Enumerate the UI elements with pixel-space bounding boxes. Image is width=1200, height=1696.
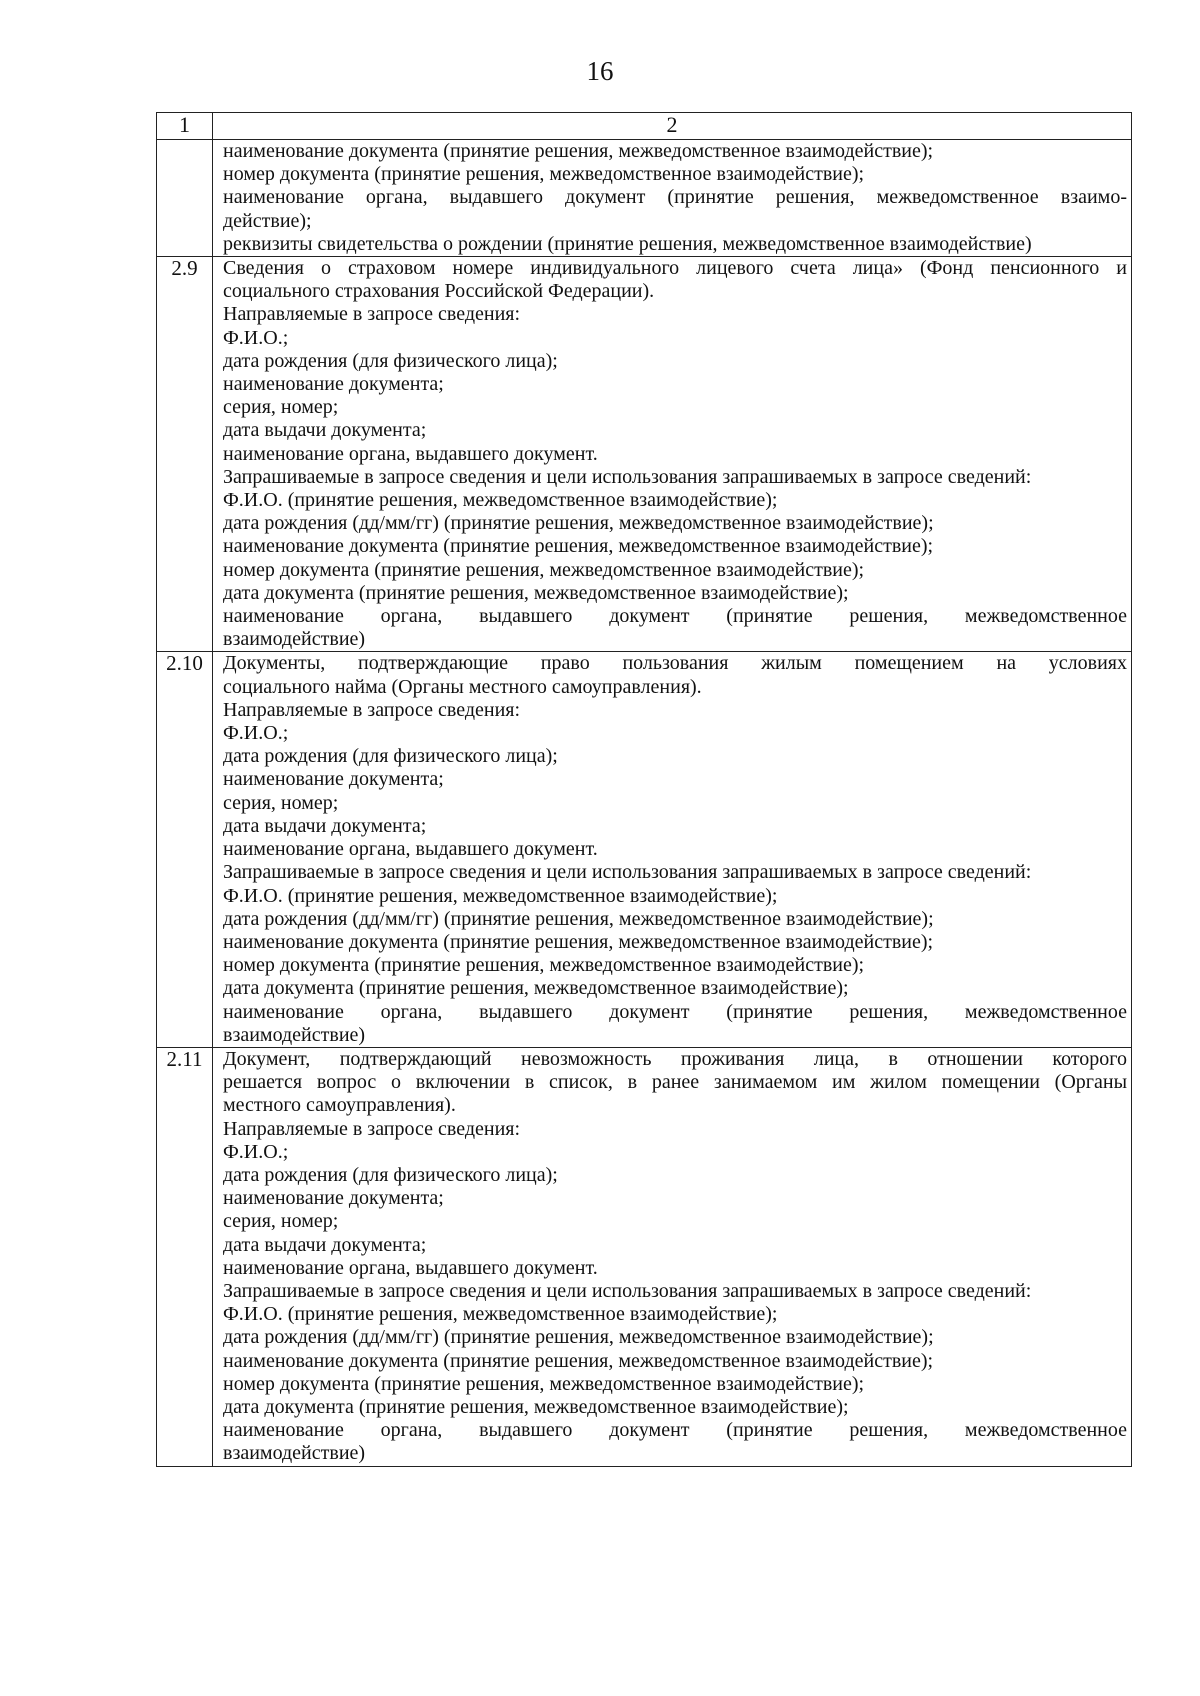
text-line: наименование документа (принятие решения, межведомственное взаимодействие); [223, 1349, 934, 1372]
table-row [157, 1047, 1132, 1466]
text-line: Запрашиваемые в запросе сведения и цели использования запрашиваемых в запросе сведений: [223, 465, 1032, 488]
column-header-number: 1 [157, 113, 213, 140]
text-line: наименование документа; [223, 768, 444, 791]
text-line: наименование органа, выдавшего документ (принятие решения, межведомственное взаимо- [223, 186, 1127, 209]
text-line: Запрашиваемые в запросе сведения и цели использования запрашиваемых в запросе сведений: [223, 861, 1032, 884]
table-header-row [157, 113, 1132, 140]
text-line: номер документа (принятие решения, межведомственное взаимодействие); [223, 163, 865, 186]
text-line: дата документа (принятие решения, межведомственное взаимодействие); [223, 977, 849, 1000]
text-line: наименование органа, выдавшего документ (принятие решения, межведомственное [223, 1419, 1127, 1442]
text-line: действие); [223, 209, 312, 232]
text-line: дата рождения (для физического лица); [223, 1163, 558, 1186]
row-content [213, 257, 1132, 652]
text-line: наименование документа (принятие решения, межведомственное взаимодействие); [223, 535, 934, 558]
text-line: дата документа (принятие решения, межведомственное взаимодействие); [223, 1395, 849, 1418]
row-content [213, 140, 1132, 257]
text-line: серия, номер; [223, 1210, 339, 1233]
document-table-container [156, 112, 1131, 1467]
text-line: Сведения о страховом номере индивидуального лицевого счета лица» (Фонд пенсионного и [223, 257, 1127, 280]
text-line: серия, номер; [223, 396, 339, 419]
text-line: дата документа (принятие решения, межведомственное взаимодействие); [223, 581, 849, 604]
text-line: Ф.И.О.; [223, 722, 289, 745]
text-line: взаимодействие) [223, 1023, 366, 1046]
text-line: Направляемые в запросе сведения: [223, 303, 521, 326]
text-line: наименование органа, выдавшего документ (принятие решения, межведомственное [223, 605, 1127, 628]
text-line: наименование органа, выдавшего документ. [223, 1256, 598, 1279]
text-line: Ф.И.О. (принятие решения, межведомственное взаимодействие); [223, 489, 778, 512]
row-number [157, 140, 213, 257]
text-line: серия, номер; [223, 791, 339, 814]
text-line: дата выдачи документа; [223, 1233, 427, 1256]
text-line: Ф.И.О.; [223, 326, 289, 349]
text-line: номер документа (принятие решения, межведомственное взаимодействие); [223, 954, 865, 977]
text-line: дата рождения (для физического лица); [223, 745, 558, 768]
text-line: дата рождения (для физического лица); [223, 349, 558, 372]
text-line: наименование документа; [223, 373, 444, 396]
text-line: взаимодействие) [223, 628, 366, 651]
text-line: наименование органа, выдавшего документ. [223, 838, 598, 861]
table-row [157, 140, 1132, 257]
text-line: Направляемые в запросе сведения: [223, 698, 521, 721]
text-line: Ф.И.О. (принятие решения, межведомственное взаимодействие); [223, 1303, 778, 1326]
document-table [156, 112, 1132, 1467]
row-number: 2.10 [157, 652, 213, 1047]
table-row [157, 257, 1132, 652]
text-line: Направляемые в запросе сведения: [223, 1117, 521, 1140]
text-line: номер документа (принятие решения, межведомственное взаимодействие); [223, 558, 865, 581]
text-line: дата рождения (дд/мм/гг) (принятие решения, межведомственное взаимодействие); [223, 907, 934, 930]
text-line: Запрашиваемые в запросе сведения и цели использования запрашиваемых в запросе сведений: [223, 1279, 1032, 1302]
text-line: наименование документа (принятие решения, межведомственное взаимодействие); [223, 930, 934, 953]
text-line: социального страхования Российской Федерации). [223, 280, 655, 303]
text-line: Документ, подтверждающий невозможность проживания лица, в отношении которого [223, 1047, 1127, 1070]
text-line: дата рождения (дд/мм/гг) (принятие решения, межведомственное взаимодействие); [223, 512, 934, 535]
table-body [157, 140, 1132, 1467]
text-line: решается вопрос о включении в список, в ранее занимаемом им жилом помещении (Органы [223, 1071, 1127, 1094]
row-number: 2.11 [157, 1047, 213, 1466]
text-line: Ф.И.О. (принятие решения, межведомственное взаимодействие); [223, 884, 778, 907]
row-content [213, 652, 1132, 1047]
table-row [157, 652, 1132, 1047]
text-line: номер документа (принятие решения, межведомственное взаимодействие); [223, 1372, 865, 1395]
text-line: дата рождения (дд/мм/гг) (принятие решения, межведомственное взаимодействие); [223, 1326, 934, 1349]
text-line: наименование документа; [223, 1187, 444, 1210]
text-line: дата выдачи документа; [223, 419, 427, 442]
text-line: социального найма (Органы местного самоуправления). [223, 675, 702, 698]
text-line: Ф.И.О.; [223, 1140, 289, 1163]
text-line: взаимодействие) [223, 1442, 366, 1465]
page-number: 16 [586, 56, 614, 86]
row-number: 2.9 [157, 257, 213, 652]
text-line: наименование органа, выдавшего документ (принятие решения, межведомственное [223, 1000, 1127, 1023]
text-line: реквизиты свидетельства о рождении (принятие решения, межведомственное взаимодействие) [223, 232, 1032, 255]
text-line: Документы, подтверждающие право пользования жилым помещением на условиях [223, 652, 1127, 675]
text-line: дата выдачи документа; [223, 814, 427, 837]
text-line: наименование органа, выдавшего документ. [223, 442, 598, 465]
row-content [213, 1047, 1132, 1466]
text-line: наименование документа (принятие решения, межведомственное взаимодействие); [223, 140, 934, 162]
column-header-content: 2 [213, 113, 1132, 140]
text-line: местного самоуправления). [223, 1094, 456, 1117]
